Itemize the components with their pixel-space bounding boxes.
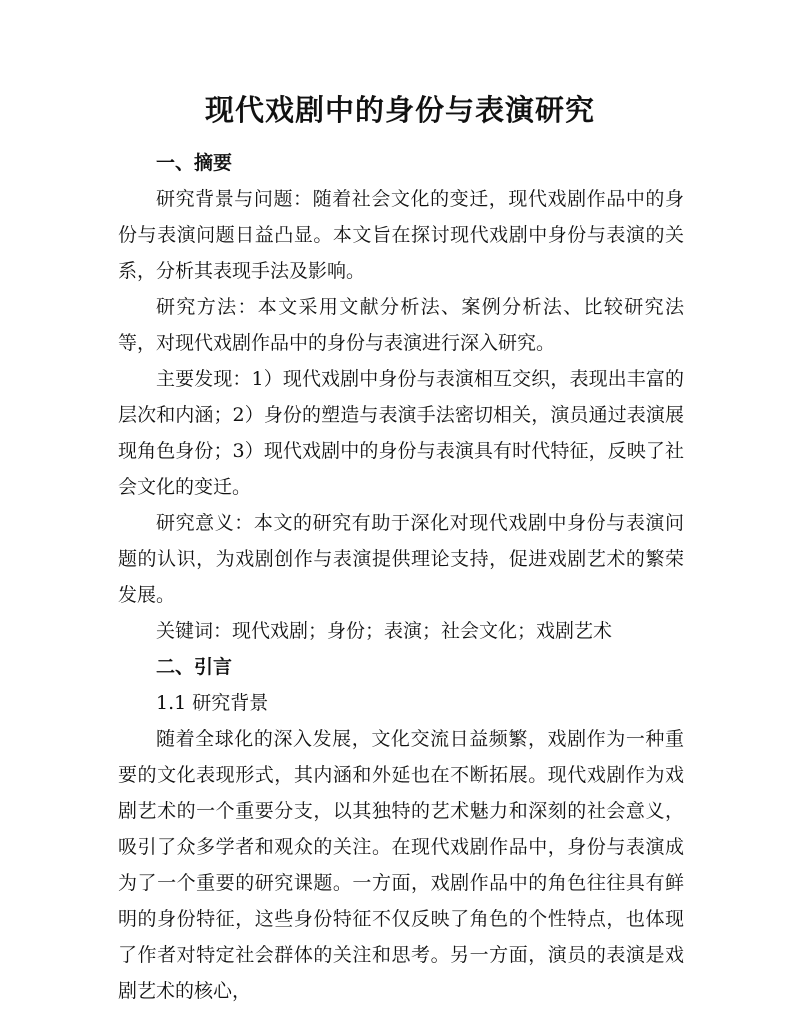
keywords-line: 关键词：现代戏剧；身份；表演；社会文化；戏剧艺术	[156, 620, 613, 642]
intro-background-paragraph: 随着全球化的深入发展，文化交流日益频繁，戏剧作为一种重要的文化表现形式，其内涵和外延也在不断拓展。现代戏剧作为戏剧艺术的一个重要分支，以其独特的艺术魅力和深刻的社会意义，吸引了众多学者和观众的关注。在现代戏剧作品中，身份与表演成为了一个重要的研究课题。一方面，戏剧作品中的角色往往具有鲜明的身份特征，这些身份特征不仅反映了角色的个性特点，也体现了作者对特定社会群体的关注和思考。另一方面，演员的表演是戏剧艺术的核心，	[118, 728, 684, 1002]
document-body	[118, 145, 684, 1009]
abstract-heading: 一、摘要	[156, 152, 233, 174]
document-title: 现代戏剧中的身份与表演研究	[204, 93, 595, 127]
intro-heading: 二、引言	[156, 656, 233, 678]
abstract-significance-paragraph: 研究意义：本文的研究有助于深化对现代戏剧中身份与表演问题的认识，为戏剧创作与表演提供理论支持，促进戏剧艺术的繁荣发展。	[118, 512, 684, 606]
abstract-method-paragraph: 研究方法：本文采用文献分析法、案例分析法、比较研究法等，对现代戏剧作品中的身份与表演进行深入研究。	[118, 296, 684, 354]
abstract-background-paragraph: 研究背景与问题：随着社会文化的变迁，现代戏剧作品中的身份与表演问题日益凸显。本文旨在探讨现代戏剧中身份与表演的关系，分析其表现手法及影响。	[118, 188, 684, 282]
abstract-findings-paragraph: 主要发现：1）现代戏剧中身份与表演相互交织，表现出丰富的层次和内涵；2）身份的塑造与表演手法密切相关，演员通过表演展现角色身份；3）现代戏剧中的身份与表演具有时代特征，反映了社会文化的变迁。	[118, 368, 684, 498]
research-background-subheading: 1.1 研究背景	[156, 692, 269, 714]
